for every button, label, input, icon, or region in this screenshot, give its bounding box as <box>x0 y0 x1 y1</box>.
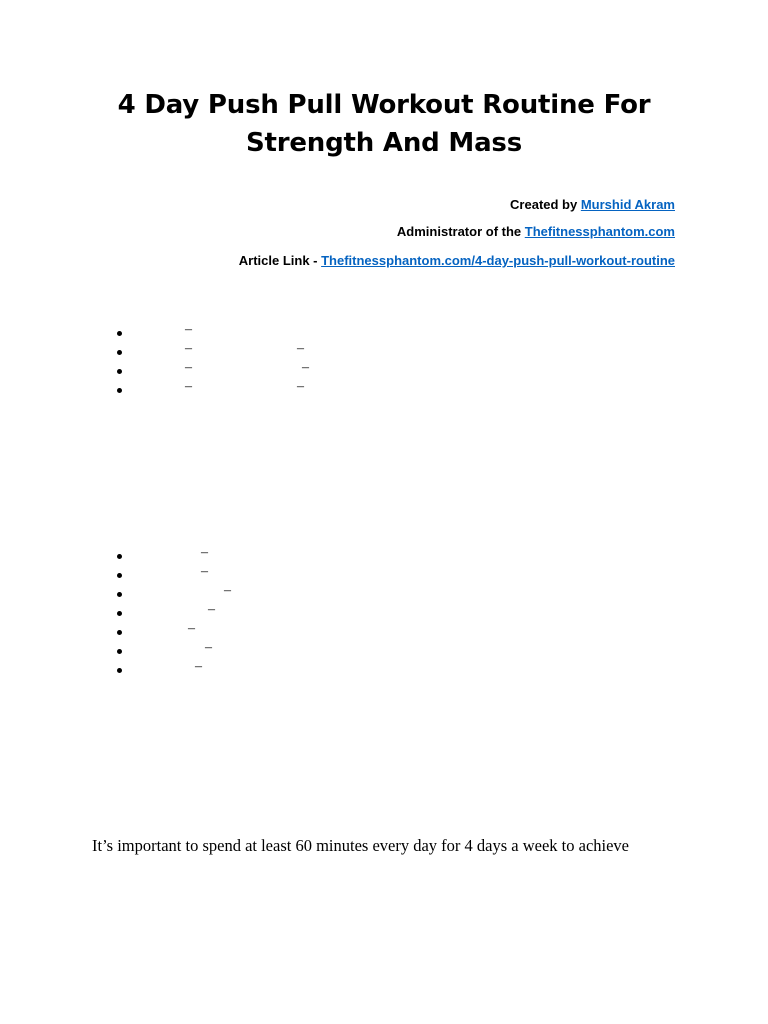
bullet-icon <box>117 554 122 559</box>
dash: – <box>185 360 192 375</box>
article-link-line <box>239 253 675 269</box>
page-title-line-2: Strength And Mass <box>246 128 522 158</box>
list-item <box>0 659 400 683</box>
dash: – <box>297 379 304 394</box>
list-item <box>0 564 400 588</box>
article-link-label: Article Link - <box>238 253 322 268</box>
list-item <box>0 583 400 607</box>
list-item <box>0 602 400 626</box>
bullet-icon <box>117 369 122 374</box>
bullet-list-1 <box>0 322 400 403</box>
dash: – <box>205 640 212 655</box>
list-item <box>0 545 400 569</box>
site-link[interactable]: Thefitnessphantom.com <box>524 224 675 239</box>
author-link[interactable]: Murshid Akram <box>580 197 675 212</box>
dash: – <box>201 564 208 579</box>
dash: – <box>208 602 215 617</box>
page-title-line-1: 4 Day Push Pull Workout Routine For <box>117 90 651 120</box>
article-link[interactable]: Thefitnessphantom.com/4-day-push-pull-workout-routine <box>321 253 675 268</box>
list-item <box>0 379 400 403</box>
page-title <box>60 86 708 162</box>
dash: – <box>195 659 202 674</box>
list-item <box>0 621 400 645</box>
bullet-icon <box>117 388 122 393</box>
bullet-icon <box>117 611 122 616</box>
bullet-icon <box>117 573 122 578</box>
bullet-icon <box>117 630 122 635</box>
list-item <box>0 341 400 365</box>
dash: – <box>297 341 304 356</box>
bullet-icon <box>117 668 122 673</box>
body-paragraph: It’s important to spend at least 60 minutes every day for 4 days a week to achieve <box>92 836 630 855</box>
bullet-icon <box>117 649 122 654</box>
administrator-line <box>397 224 675 240</box>
dash: – <box>185 379 192 394</box>
list-item <box>0 322 400 346</box>
bullet-icon <box>117 350 122 355</box>
bullet-icon <box>117 592 122 597</box>
dash: – <box>224 583 231 598</box>
administrator-label: Administrator of the <box>396 224 525 239</box>
dash: – <box>302 360 309 375</box>
created-by-line <box>510 197 675 213</box>
dash: – <box>185 322 192 337</box>
list-item <box>0 360 400 384</box>
created-by-label: Created by <box>510 197 581 212</box>
dash: – <box>185 341 192 356</box>
dash: – <box>188 621 195 636</box>
bullet-list-2 <box>0 545 400 683</box>
dash: – <box>201 545 208 560</box>
bullet-icon <box>117 331 122 336</box>
